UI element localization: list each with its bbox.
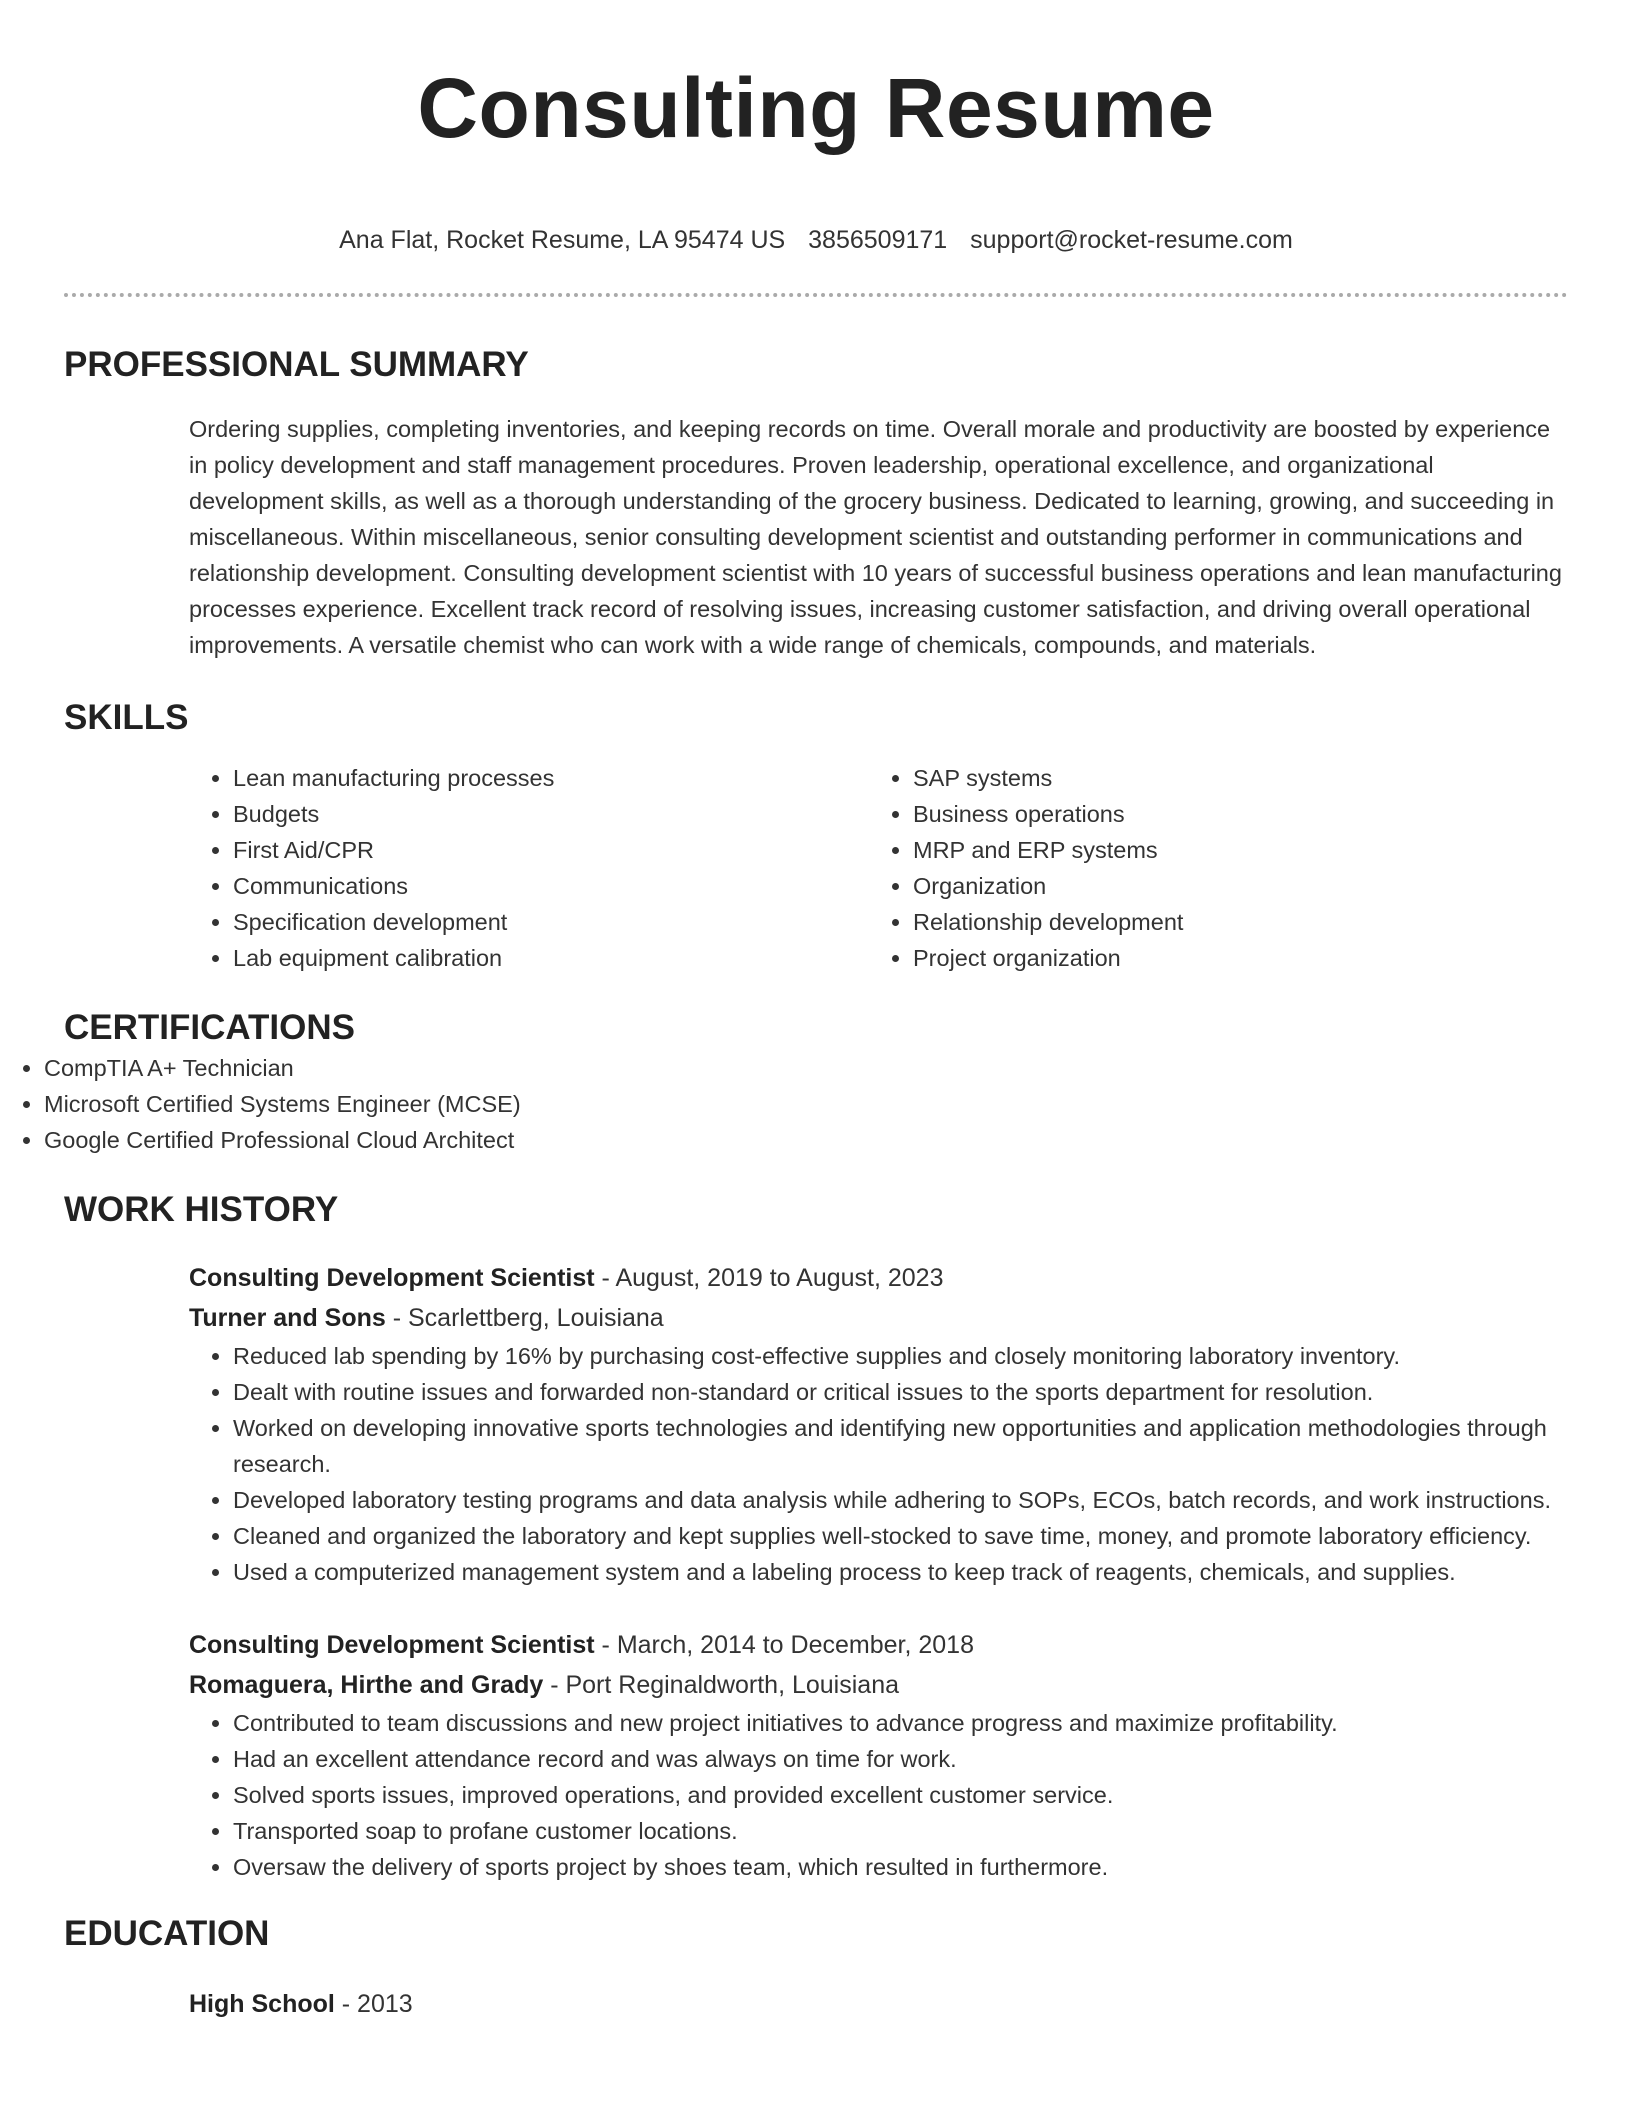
job-dates: - August, 2019 to August, 2023 — [594, 1264, 944, 1292]
certification-item: • CompTIA A+ Technician — [44, 1050, 1632, 1086]
education-degree: High School — [189, 1990, 335, 2018]
certifications-list — [0, 1050, 1632, 1158]
skills-heading: SKILLS — [64, 698, 189, 737]
summary-heading: PROFESSIONAL SUMMARY — [64, 345, 529, 384]
contact-line — [0, 224, 1632, 256]
job-dates: - March, 2014 to December, 2018 — [594, 1631, 974, 1659]
job-company: Turner and Sons — [189, 1304, 386, 1332]
skill-item: • Relationship development — [913, 904, 1549, 940]
job-entry — [189, 1258, 1568, 1590]
job-bullet: • Used a computerized management system and a labeling process to keep track of reagents, chemicals, and supplies. — [233, 1554, 1568, 1590]
skill-item: • Lean manufacturing processes — [233, 760, 869, 796]
job-company-line — [189, 1665, 1568, 1705]
work-history-heading: WORK HISTORY — [64, 1190, 339, 1229]
job-location: - Port Reginaldworth, Louisiana — [543, 1671, 899, 1699]
job-location: - Scarlettberg, Louisiana — [385, 1304, 664, 1332]
skills-list-left — [189, 760, 869, 976]
job-company-line — [189, 1298, 1568, 1338]
contact-address: Ana Flat, Rocket Resume, LA 95474 US — [339, 226, 786, 254]
skill-item: • SAP systems — [913, 760, 1549, 796]
job-company: Romaguera, Hirthe and Grady — [189, 1671, 544, 1699]
resume-title: Consulting Resume — [417, 61, 1215, 155]
skill-item: • Specification development — [233, 904, 869, 940]
certifications-heading: CERTIFICATIONS — [64, 1008, 356, 1047]
certification-item: • Microsoft Certified Systems Engineer (MCSE) — [44, 1086, 1632, 1122]
skills-list-right — [869, 760, 1549, 976]
header-divider — [64, 293, 1568, 297]
job-bullets — [189, 1705, 1568, 1885]
skill-item: • Project organization — [913, 940, 1549, 976]
job-bullet: • Solved sports issues, improved operations, and provided excellent customer service. — [233, 1777, 1568, 1813]
job-bullet: • Reduced lab spending by 16% by purchasing cost-effective supplies and closely monitoring laboratory inventory. — [233, 1338, 1568, 1374]
skill-item: • Business operations — [913, 796, 1549, 832]
skill-item: • Organization — [913, 868, 1549, 904]
job-title-line — [189, 1625, 1568, 1665]
job-bullet: • Worked on developing innovative sports technologies and identifying new opportunities and application methodologies through research. — [233, 1410, 1568, 1482]
skill-item: • First Aid/CPR — [233, 832, 869, 868]
job-title: Consulting Development Scientist — [189, 1264, 595, 1292]
job-bullet: • Developed laboratory testing programs and data analysis while adhering to SOPs, ECOs, batch records, and work instructions. — [233, 1482, 1568, 1518]
education-heading: EDUCATION — [64, 1914, 270, 1953]
job-title: Consulting Development Scientist — [189, 1631, 595, 1659]
job-bullet: • Had an excellent attendance record and was always on time for work. — [233, 1741, 1568, 1777]
skill-item: • Lab equipment calibration — [233, 940, 869, 976]
job-bullets — [189, 1338, 1568, 1590]
job-entry — [189, 1625, 1568, 1885]
skills-grid — [189, 760, 1632, 976]
skill-item: • MRP and ERP systems — [913, 832, 1549, 868]
job-bullet: • Dealt with routine issues and forwarded non-standard or critical issues to the sports department for resolution. — [233, 1374, 1568, 1410]
job-bullet: • Contributed to team discussions and new project initiatives to advance progress and maximize profitability. — [233, 1705, 1568, 1741]
contact-phone[interactable]: 3856509171 — [808, 226, 948, 254]
summary-text: Ordering supplies, completing inventories, and keeping records on time. Overall morale and productivity are boosted by experience in policy development and staff management procedures. Proven leadership, operational excellence, and organizational development skills, as well as a thorough understanding of the grocery business. Dedicated to learning, growing, and succeeding in miscellaneous. Within miscellaneous, senior consulting development scientist and outstanding performer in communications and relationship development. Consulting development scientist with 10 years of successful business operations and lean manufacturing processes experience. Excellent track record of resolving issues, increasing customer satisfaction, and driving overall operational improvements. A versatile chemist who can work with a wide range of chemicals, compounds, and materials. — [189, 416, 1562, 658]
job-bullet: • Cleaned and organized the laboratory and kept supplies well-stocked to save time, money, and promote laboratory efficiency. — [233, 1518, 1568, 1554]
education-entry — [189, 1984, 1632, 2024]
job-title-line — [189, 1258, 1568, 1298]
certification-item: • Google Certified Professional Cloud Architect — [44, 1122, 1632, 1158]
contact-email[interactable]: support@rocket-resume.com — [970, 226, 1293, 254]
job-bullet: • Transported soap to profane customer locations. — [233, 1813, 1568, 1849]
education-year: - 2013 — [334, 1990, 413, 2018]
job-bullet: • Oversaw the delivery of sports project by shoes team, which resulted in furthermore. — [233, 1849, 1568, 1885]
skill-item: • Budgets — [233, 796, 869, 832]
skill-item: • Communications — [233, 868, 869, 904]
